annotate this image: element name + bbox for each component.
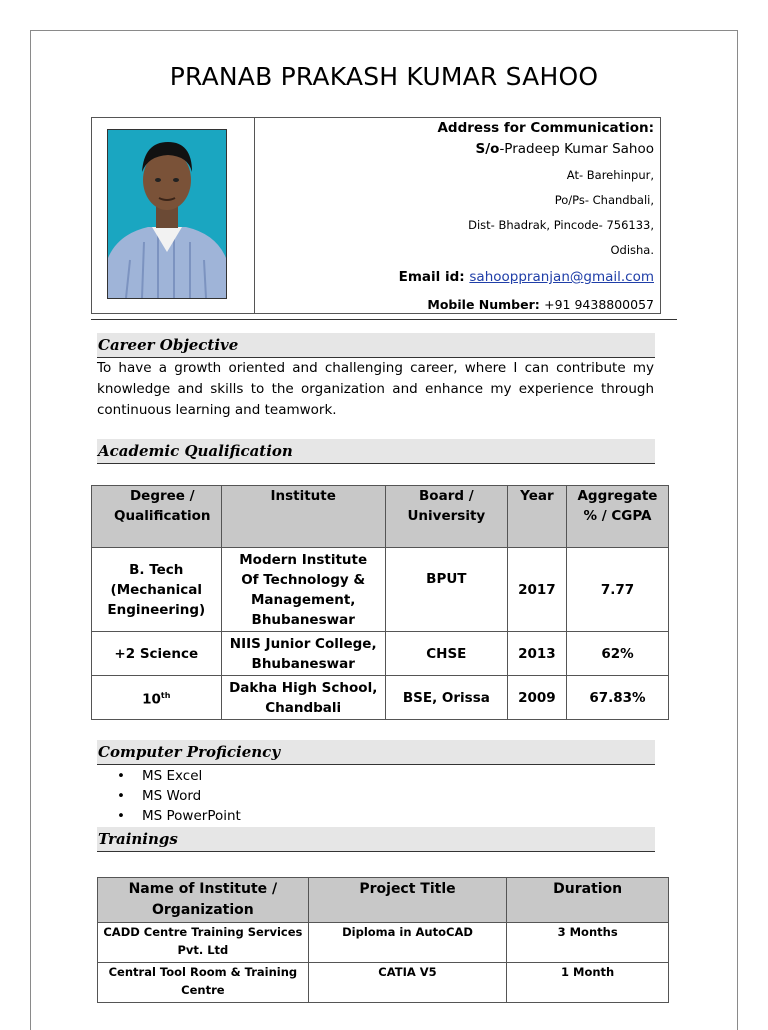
mobile-number: +91 9438800057 xyxy=(544,297,654,312)
table-row xyxy=(98,963,669,1003)
row1-aggregate: 7.77 xyxy=(566,548,668,632)
row3-degree-sup: th xyxy=(160,690,171,700)
candidate-name: PRANAB PRAKASH KUMAR SAHOO xyxy=(169,62,599,91)
address-line-1: At- Barehinpur, xyxy=(566,168,654,182)
career-objective-text: To have a growth oriented and challenging career, where I can contribute my knowledge and skills to the organization and enhance my experience through continuous learning and teamwork. xyxy=(97,360,654,418)
trainings-table xyxy=(97,877,669,1003)
table-row xyxy=(98,923,669,963)
row2-board: CHSE xyxy=(385,632,507,676)
contact-header-box xyxy=(91,117,661,314)
career-objective-heading: Career Objective xyxy=(97,333,655,358)
list-item: • MS Excel xyxy=(117,766,241,786)
photo-cell xyxy=(92,118,255,313)
mobile-label: Mobile Number: xyxy=(427,297,545,312)
training2-institute: Central Tool Room & Training Centre xyxy=(98,963,309,1003)
row2-year: 2013 xyxy=(507,632,566,676)
header-duration: Duration xyxy=(507,878,669,923)
training1-duration: 3 Months xyxy=(507,923,669,963)
header-institute-name: Name of Institute / Organization xyxy=(98,878,309,923)
training1-institute: CADD Centre Training Services Pvt. Ltd xyxy=(98,923,309,963)
computer-skills-list xyxy=(117,766,241,826)
academic-table xyxy=(91,485,669,720)
email-row xyxy=(399,269,654,285)
header-project-title: Project Title xyxy=(308,878,507,923)
training2-project: CATIA V5 xyxy=(308,963,507,1003)
person-silhouette-icon xyxy=(108,130,226,298)
academic-header-row xyxy=(92,486,669,548)
address-line-2: Po/Ps- Chandbali, xyxy=(554,193,654,207)
address-line-4: Odisha. xyxy=(610,243,654,257)
row2-degree: +2 Science xyxy=(92,632,222,676)
email-link[interactable]: sahooppranjan@gmail.com xyxy=(469,269,654,285)
table-row xyxy=(92,676,669,720)
academic-qualification-heading: Academic Qualification xyxy=(97,439,655,464)
header-degree: Degree / Qualification xyxy=(92,486,222,548)
list-item: • MS Word xyxy=(117,786,241,806)
row2-aggregate: 62% xyxy=(566,632,668,676)
trainings-heading: Trainings xyxy=(97,827,655,852)
row3-degree xyxy=(92,676,222,720)
row1-institute: Modern Institute Of Technology & Management, Bhubaneswar xyxy=(221,548,385,632)
header-year: Year xyxy=(507,486,566,548)
training1-project: Diploma in AutoCAD xyxy=(308,923,507,963)
row1-year: 2017 xyxy=(507,548,566,632)
row1-degree: B. Tech (Mechanical Engineering) xyxy=(92,548,222,632)
row2-institute: NIIS Junior College, Bhubaneswar xyxy=(221,632,385,676)
trainings-header-row xyxy=(98,878,669,923)
address-line-3: Dist- Bhadrak, Pincode- 756133, xyxy=(468,218,654,232)
profile-photo xyxy=(107,129,227,299)
header-board: Board / University xyxy=(385,486,507,548)
header-aggregate: Aggregate % / CGPA xyxy=(566,486,668,548)
row3-degree-value: 10 xyxy=(142,691,161,708)
list-item: • MS PowerPoint xyxy=(117,806,241,826)
mobile-row xyxy=(427,297,654,312)
row1-board: BPUT xyxy=(385,548,507,632)
table-row xyxy=(92,548,669,632)
training2-duration: 1 Month xyxy=(507,963,669,1003)
header-institute: Institute xyxy=(221,486,385,548)
row3-institute: Dakha High School, Chandbali xyxy=(221,676,385,720)
address-heading: Address for Communication: xyxy=(437,120,654,136)
father-name xyxy=(476,141,655,157)
so-label: S/o xyxy=(475,141,500,157)
row3-board: BSE, Orissa xyxy=(385,676,507,720)
so-value: -Pradeep Kumar Sahoo xyxy=(499,141,654,157)
row3-year: 2009 xyxy=(507,676,566,720)
computer-proficiency-heading: Computer Proficiency xyxy=(97,740,655,765)
header-divider xyxy=(91,319,677,320)
row3-aggregate: 67.83% xyxy=(566,676,668,720)
email-label: Email id: xyxy=(398,269,470,285)
table-row xyxy=(92,632,669,676)
